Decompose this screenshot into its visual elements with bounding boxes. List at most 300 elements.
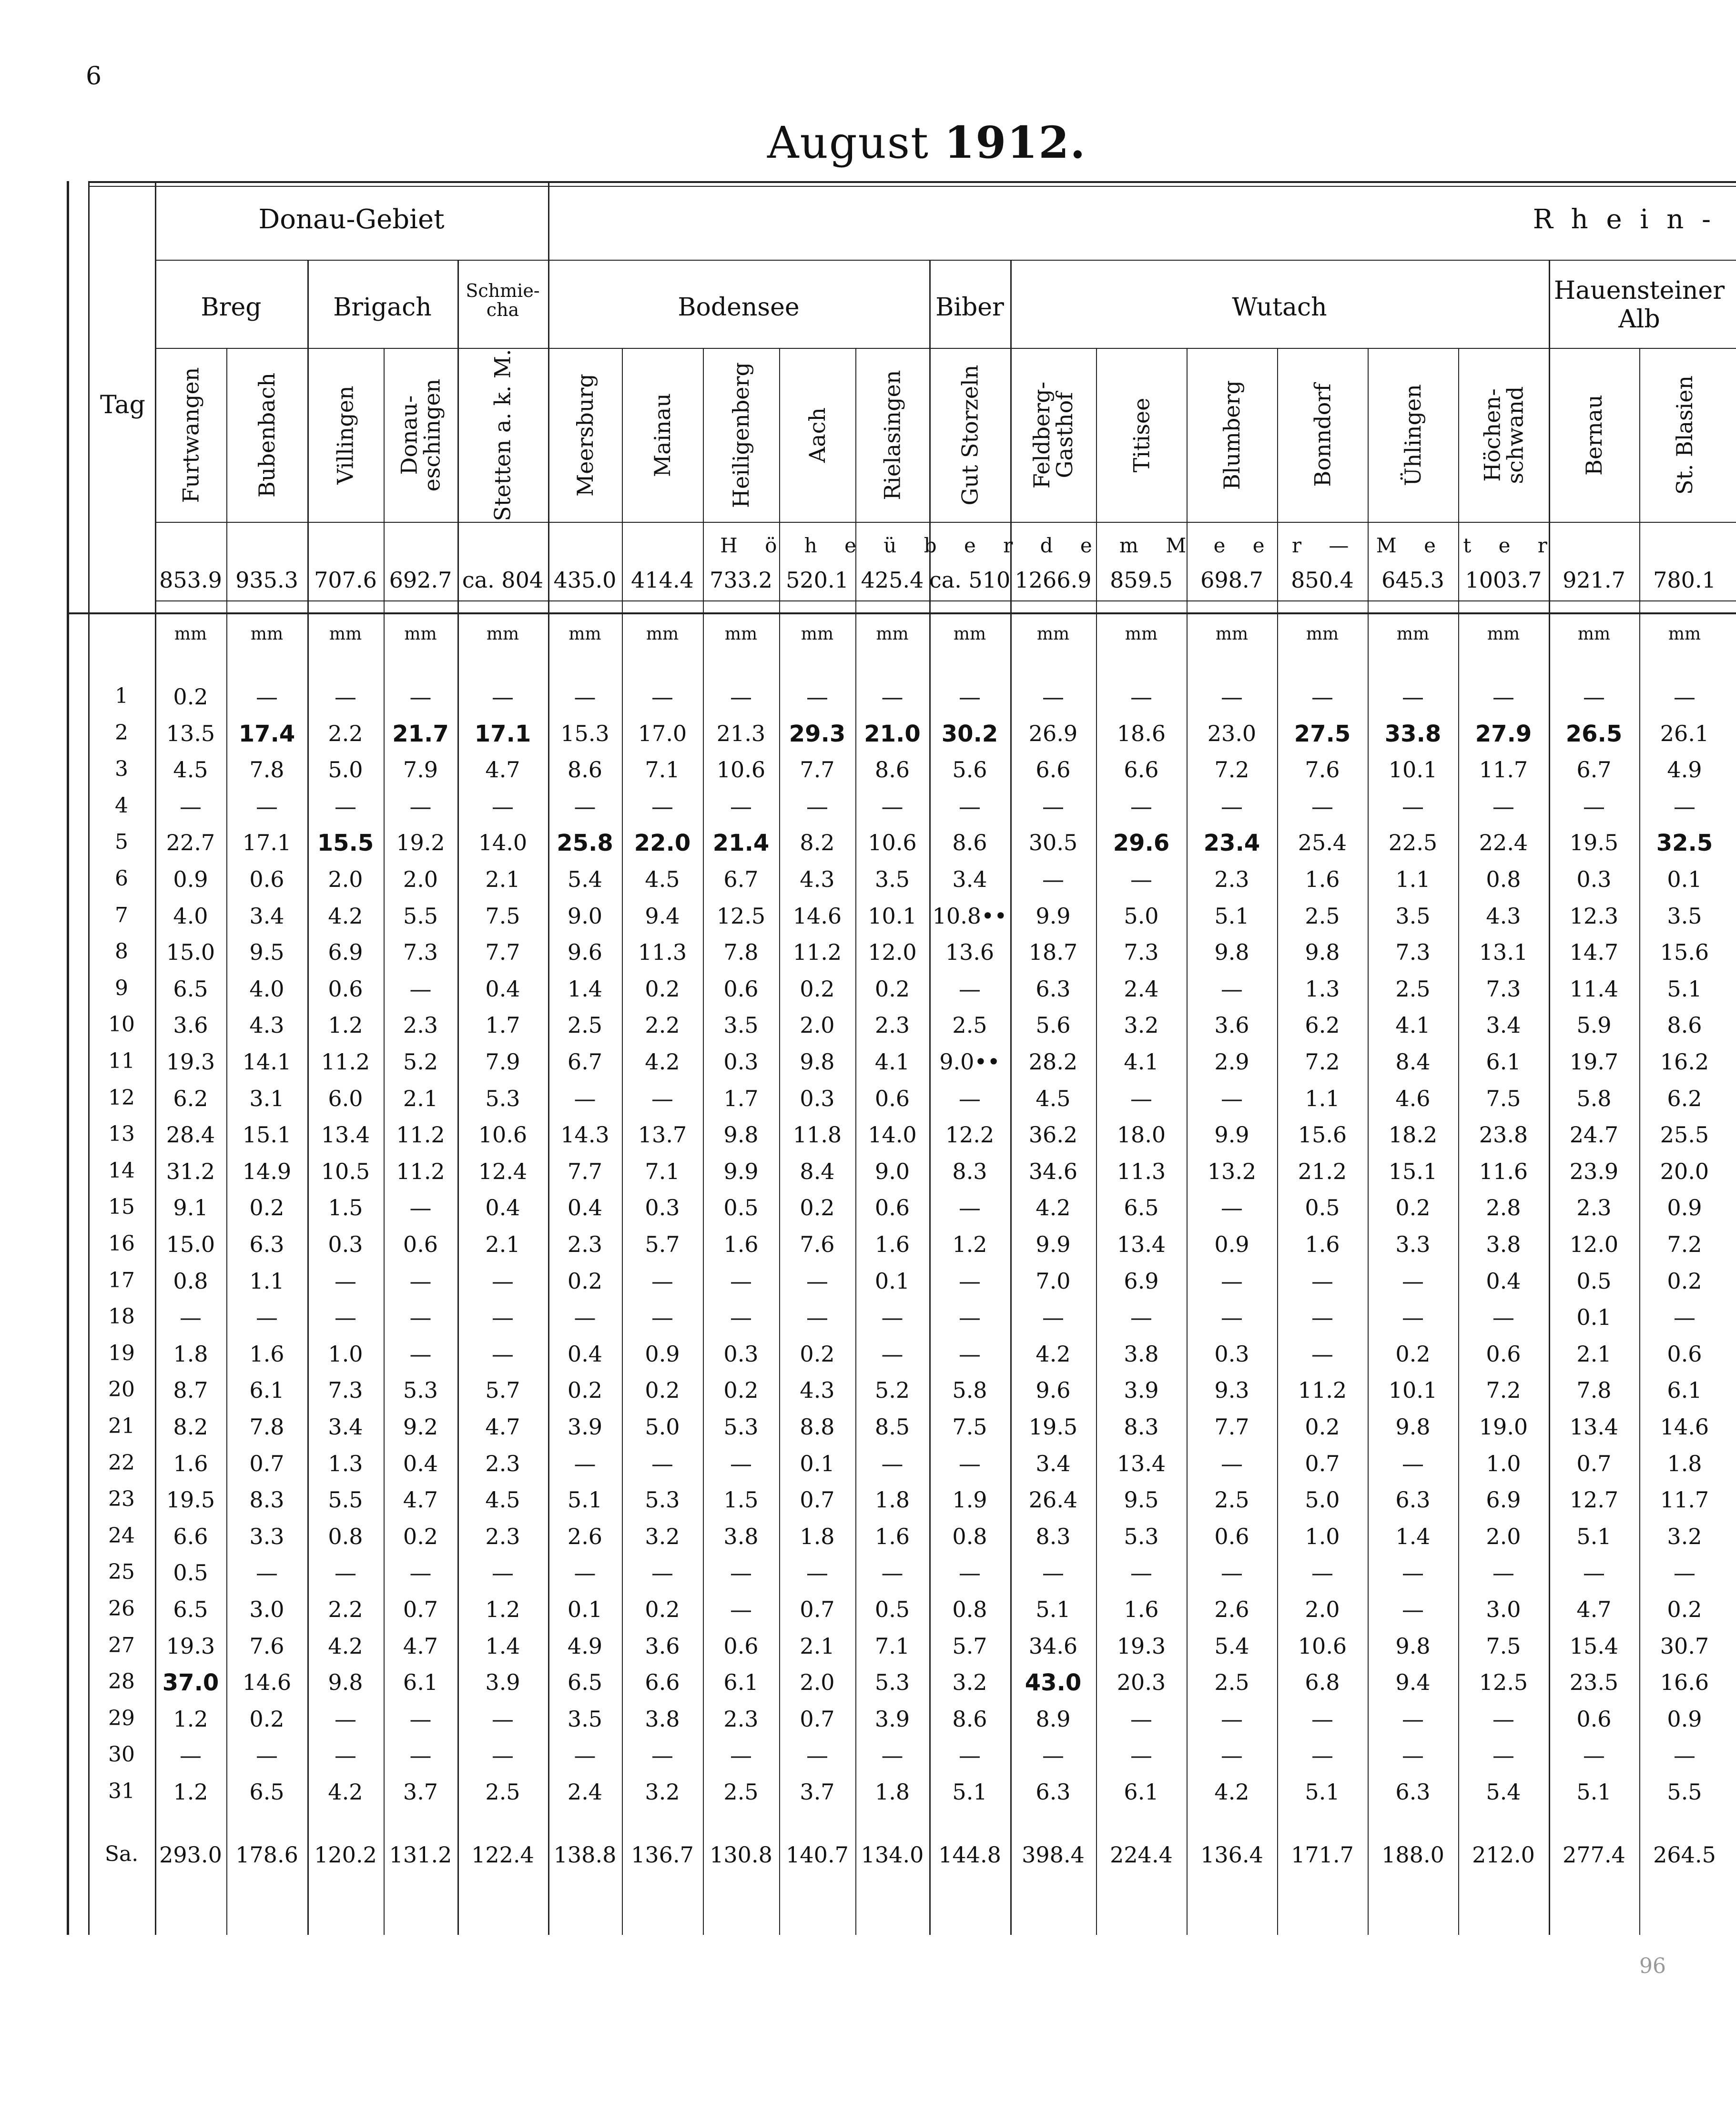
table-cell: 14.6: [242, 1669, 292, 1696]
unit-label: mm: [1577, 624, 1611, 644]
table-cell: 3.8: [1124, 1341, 1159, 1367]
table-cell: 10.8••: [932, 903, 1007, 929]
table-cell: 7.2: [1214, 757, 1249, 783]
table-cell: —: [335, 1706, 356, 1732]
station-header: [1368, 353, 1458, 517]
table-cell: 11.2: [1298, 1377, 1347, 1403]
table-cell: —: [651, 793, 673, 819]
table-cell: 14.0: [478, 830, 528, 856]
table-cell: 1.6: [723, 1231, 759, 1257]
table-cell: 0.5: [874, 1596, 910, 1622]
station-header: [384, 353, 457, 517]
station-header: [779, 353, 855, 517]
table-cell: 0.1: [800, 1450, 835, 1476]
table-cell: 6.2: [173, 1085, 208, 1111]
table-cell: 12.7: [1569, 1487, 1619, 1513]
table-cell: 0.2: [800, 1195, 835, 1221]
table-cell: 0.2: [645, 976, 680, 1002]
table-cell: 9.0: [874, 1158, 910, 1184]
table-cell: —: [806, 793, 828, 819]
day-number: 7: [115, 903, 128, 927]
table-cell: —: [1492, 1560, 1514, 1586]
table-cell: 3.5: [723, 1012, 759, 1038]
table-cell: 8.3: [249, 1487, 284, 1513]
day-number: 5: [115, 830, 128, 854]
table-cell: 1.9: [952, 1487, 987, 1513]
table-cell: 6.1: [1124, 1779, 1159, 1805]
table-cell: 23.0: [1207, 720, 1257, 746]
table-cell: 0.5: [1576, 1268, 1612, 1294]
sum-cell: 136.7: [631, 1842, 694, 1868]
table-cell: 15.1: [242, 1122, 292, 1148]
table-cell: —: [574, 684, 596, 710]
table-cell: —: [180, 1742, 202, 1769]
sum-cell: 293.0: [159, 1842, 222, 1868]
table-cell: 0.2: [1305, 1414, 1340, 1440]
table-cell: 1.6: [874, 1231, 910, 1257]
table-cell: 0.3: [1576, 866, 1612, 892]
table-cell: —: [1042, 684, 1064, 710]
table-cell: 6.5: [173, 1596, 208, 1622]
table-cell: 6.7: [723, 866, 759, 892]
table-cell: —: [959, 1560, 981, 1586]
table-cell: 0.1: [1667, 866, 1702, 892]
table-cell: 4.2: [1036, 1195, 1071, 1221]
table-cell: 2.3: [485, 1450, 520, 1476]
table-cell: 4.2: [1214, 1779, 1249, 1805]
station-name: Mainau: [650, 393, 676, 477]
day-number: 28: [108, 1669, 135, 1694]
table-cell: 5.6: [1036, 1012, 1071, 1038]
table-cell: 5.7: [485, 1377, 520, 1403]
table-cell: 0.1: [1576, 1304, 1612, 1331]
table-cell: 6.9: [1124, 1268, 1159, 1294]
station-header: [855, 353, 929, 517]
table-cell: 3.5: [874, 866, 910, 892]
table-cell: —: [1042, 1742, 1064, 1769]
table-cell: 2.5: [1305, 903, 1340, 929]
table-cell: 2.1: [485, 866, 520, 892]
group-rhein: R h e i n -: [1533, 204, 1716, 235]
table-cell: —: [1492, 1304, 1514, 1331]
table-cell: 7.9: [403, 757, 438, 783]
table-cell: —: [1402, 1304, 1424, 1331]
table-cell: —: [959, 793, 981, 819]
day-number: 4: [115, 793, 128, 818]
table-cell: —: [730, 1450, 752, 1476]
table-cell: 5.5: [403, 903, 438, 929]
table-cell: 5.1: [567, 1487, 603, 1513]
table-cell: 9.8: [328, 1669, 363, 1696]
table-cell: 5.9: [1576, 1012, 1612, 1038]
table-cell: 14.1: [242, 1049, 292, 1075]
table-cell: 5.1: [1214, 903, 1249, 929]
unit-label: mm: [953, 624, 986, 644]
table-cell: —: [492, 1304, 514, 1331]
table-cell: 1.8: [874, 1487, 910, 1513]
station-name: Ühlingen: [1400, 384, 1426, 486]
table-cell: 13.7: [638, 1122, 687, 1148]
table-cell: 4.5: [645, 866, 680, 892]
table-cell: 6.6: [1036, 757, 1071, 783]
table-cell: 5.3: [723, 1414, 759, 1440]
table-cell: —: [881, 1742, 904, 1769]
table-cell: 8.3: [1124, 1414, 1159, 1440]
station-elevation: 435.0: [553, 567, 617, 593]
day-number: 2: [115, 720, 128, 745]
table-cell: 14.9: [242, 1158, 292, 1184]
table-cell: 8.3: [1036, 1523, 1071, 1549]
table-cell: 0.4: [1486, 1268, 1521, 1294]
table-cell: 2.3: [1214, 866, 1249, 892]
table-cell: —: [335, 1268, 356, 1294]
table-cell: 10.1: [1388, 1377, 1438, 1403]
table-cell: 19.3: [166, 1633, 215, 1659]
table-cell: 18.0: [1117, 1122, 1166, 1148]
table-cell: —: [959, 1195, 981, 1221]
table-cell: 11.7: [1660, 1487, 1709, 1513]
table-cell: 0.1: [567, 1596, 603, 1622]
table-cell: 9.8: [1395, 1414, 1431, 1440]
table-cell: —: [1042, 1560, 1064, 1586]
table-cell: —: [806, 684, 828, 710]
station-elevation: 1266.9: [1015, 567, 1092, 593]
table-cell: 7.8: [723, 939, 759, 966]
table-cell: 11.3: [1117, 1158, 1166, 1184]
table-cell: —: [492, 684, 514, 710]
day-number: 24: [108, 1523, 135, 1548]
table-cell: 2.2: [328, 1596, 363, 1622]
table-cell: 3.9: [567, 1414, 603, 1440]
table-cell: 6.6: [1124, 757, 1159, 783]
table-cell: 3.4: [1486, 1012, 1521, 1038]
table-cell: 22.5: [1388, 830, 1438, 856]
table-cell: 6.5: [249, 1779, 284, 1805]
table-cell: —: [1311, 793, 1333, 819]
table-cell: 8.6: [567, 757, 603, 783]
table-cell: 1.8: [1667, 1450, 1702, 1476]
table-cell: 6.0: [328, 1085, 363, 1111]
body-top-border: [67, 612, 1736, 614]
table-cell: 4.3: [800, 866, 835, 892]
table-cell: 0.6: [249, 866, 284, 892]
table-cell: 0.3: [328, 1231, 363, 1257]
table-cell: 7.3: [328, 1377, 363, 1403]
table-cell: 1.6: [1305, 1231, 1340, 1257]
station-elevation: ca. 804: [462, 567, 544, 593]
table-cell: 11.2: [396, 1122, 445, 1148]
table-cell: 8.6: [1667, 1012, 1702, 1038]
table-cell: 0.6: [1667, 1341, 1702, 1367]
table-cell: 1.6: [249, 1341, 284, 1367]
unit-label: mm: [1396, 624, 1430, 644]
table-cell: 26.5: [1565, 720, 1623, 747]
table-cell: 4.7: [485, 757, 520, 783]
table-cell: 4.3: [249, 1012, 284, 1038]
table-cell: 14.0: [868, 1122, 917, 1148]
table-cell: 9.5: [1124, 1487, 1159, 1513]
table-cell: —: [1583, 684, 1605, 710]
table-cell: 28.4: [166, 1122, 215, 1148]
table-cell: 7.7: [800, 757, 835, 783]
table-cell: 2.1: [1576, 1341, 1612, 1367]
day-number: 6: [115, 866, 128, 891]
table-cell: —: [1311, 684, 1333, 710]
table-cell: 9.5: [249, 939, 284, 966]
table-cell: 8.9: [1036, 1706, 1071, 1732]
table-cell: 0.7: [800, 1487, 835, 1513]
day-number: 9: [115, 976, 128, 1000]
table-cell: 3.4: [1036, 1450, 1071, 1476]
table-cell: 2.8: [1486, 1195, 1521, 1221]
table-cell: 1.0: [328, 1341, 363, 1367]
table-cell: 7.5: [952, 1414, 987, 1440]
table-cell: 5.0: [1305, 1487, 1340, 1513]
table-cell: 0.2: [874, 976, 910, 1002]
table-cell: 5.3: [485, 1085, 520, 1111]
table-cell: 1.4: [485, 1633, 520, 1659]
table-cell: 9.1: [173, 1195, 208, 1221]
table-cell: —: [959, 976, 981, 1002]
table-cell: 6.3: [1395, 1779, 1431, 1805]
table-cell: 4.2: [645, 1049, 680, 1075]
table-cell: —: [1221, 684, 1243, 710]
table-cell: 20.3: [1117, 1669, 1166, 1696]
station-elevation: 921.7: [1563, 567, 1625, 593]
table-cell: —: [409, 976, 432, 1002]
table-cell: 17.4: [238, 720, 295, 747]
table-cell: 9.8: [1214, 939, 1249, 966]
tag-header: Tag: [100, 391, 145, 419]
table-cell: 9.8: [723, 1122, 759, 1148]
table-cell: 1.8: [173, 1341, 208, 1367]
table-cell: 7.3: [1395, 939, 1431, 966]
table-cell: 0.6: [874, 1195, 910, 1221]
table-cell: 1.4: [567, 976, 603, 1002]
table-cell: 4.2: [328, 903, 363, 929]
station-name: Heiligenberg: [728, 362, 754, 508]
sum-cell: 140.7: [786, 1842, 849, 1868]
table-cell: 7.2: [1667, 1231, 1702, 1257]
table-cell: —: [881, 684, 904, 710]
table-cell: —: [806, 1304, 828, 1331]
station-header: [703, 353, 779, 517]
table-cell: 27.5: [1294, 720, 1351, 747]
table-cell: 22.0: [634, 830, 691, 857]
table-cell: —: [1221, 793, 1243, 819]
table-cell: 1.3: [1305, 976, 1340, 1002]
table-cell: 2.3: [485, 1523, 520, 1549]
table-cell: 8.3: [952, 1158, 987, 1184]
table-cell: 10.1: [868, 903, 917, 929]
unit-label: mm: [646, 624, 679, 644]
table-cell: 15.1: [1388, 1158, 1438, 1184]
table-cell: 9.9: [1036, 1231, 1071, 1257]
table-cell: 9.4: [1395, 1669, 1431, 1696]
unit-label: mm: [1125, 624, 1158, 644]
table-cell: 4.7: [1576, 1596, 1612, 1622]
table-cell: 6.7: [567, 1049, 603, 1075]
table-cell: 0.2: [1667, 1596, 1702, 1622]
table-cell: 1.6: [1124, 1596, 1159, 1622]
table-cell: 6.3: [1036, 976, 1071, 1002]
table-cell: 28.2: [1028, 1049, 1078, 1075]
table-cell: —: [730, 1742, 752, 1769]
table-cell: 8.4: [800, 1158, 835, 1184]
table-cell: 5.0: [328, 757, 363, 783]
table-cell: 23.4: [1203, 830, 1260, 857]
table-cell: —: [574, 1560, 596, 1586]
table-cell: 6.8: [1305, 1669, 1340, 1696]
station-elevation: 645.3: [1381, 567, 1444, 593]
table-cell: 15.0: [166, 1231, 215, 1257]
table-cell: 25.4: [1298, 830, 1347, 856]
sum-cell: 178.6: [235, 1842, 298, 1868]
table-cell: —: [1130, 1304, 1152, 1331]
table-cell: 11.3: [638, 939, 687, 966]
table-cell: —: [256, 793, 278, 819]
unit-label: mm: [486, 624, 519, 644]
table-cell: 2.4: [1124, 976, 1159, 1002]
table-cell: —: [1492, 793, 1514, 819]
sum-cell: 212.0: [1472, 1842, 1535, 1868]
table-cell: 0.5: [173, 1560, 208, 1586]
unit-label: mm: [250, 624, 284, 644]
table-cell: 9.2: [403, 1414, 438, 1440]
table-cell: 5.6: [952, 757, 987, 783]
table-cell: 7.1: [645, 1158, 680, 1184]
table-cell: 4.5: [485, 1487, 520, 1513]
sum-label: Sa.: [104, 1842, 139, 1866]
table-cell: 1.6: [1305, 866, 1340, 892]
table-cell: —: [1130, 1742, 1152, 1769]
table-cell: 0.2: [1395, 1341, 1431, 1367]
day-number: 12: [108, 1085, 135, 1110]
table-cell: 4.2: [328, 1779, 363, 1805]
table-cell: 17.0: [638, 720, 687, 746]
table-cell: 19.5: [1028, 1414, 1078, 1440]
table-cell: 16.6: [1660, 1669, 1709, 1696]
table-cell: 0.3: [723, 1341, 759, 1367]
table-cell: 6.2: [1305, 1012, 1340, 1038]
margin-note: 96: [1639, 1954, 1666, 1978]
table-cell: 2.0: [800, 1012, 835, 1038]
station-elevation: 780.1: [1653, 567, 1716, 593]
sum-cell: 136.4: [1200, 1842, 1263, 1868]
table-cell: 0.9: [645, 1341, 680, 1367]
table-cell: —: [651, 1268, 673, 1294]
table-cell: 4.3: [1486, 903, 1521, 929]
table-cell: —: [959, 1304, 981, 1331]
table-cell: 0.2: [567, 1377, 603, 1403]
table-cell: 0.6: [1486, 1341, 1521, 1367]
table-cell: 0.2: [645, 1377, 680, 1403]
station-name: Feldberg- Gasthof: [1029, 381, 1077, 488]
table-cell: —: [335, 1560, 356, 1586]
table-cell: —: [881, 1560, 904, 1586]
table-cell: 22.4: [1479, 830, 1528, 856]
table-cell: —: [335, 793, 356, 819]
table-cell: 4.0: [173, 903, 208, 929]
table-cell: 3.6: [1214, 1012, 1249, 1038]
table-cell: 0.1: [874, 1268, 910, 1294]
table-cell: 5.1: [1667, 976, 1702, 1002]
table-cell: 14.3: [560, 1122, 609, 1148]
table-cell: 9.8: [1305, 939, 1340, 966]
table-cell: 3.4: [328, 1414, 363, 1440]
table-cell: 5.7: [645, 1231, 680, 1257]
table-cell: —: [492, 1706, 514, 1732]
page-title: [767, 117, 1086, 168]
station-name: Stetten a. k. M.: [490, 348, 516, 521]
station-elevation: 935.3: [235, 567, 298, 593]
table-cell: 34.6: [1028, 1158, 1078, 1184]
table-cell: 5.1: [1036, 1596, 1071, 1622]
left-border-inner: [88, 181, 90, 1935]
table-cell: 2.4: [567, 1779, 603, 1805]
table-cell: 0.2: [249, 1706, 284, 1732]
day-number: 10: [108, 1012, 135, 1037]
table-cell: —: [959, 684, 981, 710]
table-cell: —: [1311, 1304, 1333, 1331]
table-cell: —: [335, 684, 356, 710]
table-cell: 6.1: [723, 1669, 759, 1696]
table-cell: 0.7: [1576, 1450, 1612, 1476]
table-cell: 25.5: [1660, 1122, 1709, 1148]
table-cell: 19.0: [1479, 1414, 1528, 1440]
unit-label: mm: [174, 624, 207, 644]
table-cell: 1.8: [800, 1523, 835, 1549]
table-cell: 0.7: [403, 1596, 438, 1622]
table-cell: 5.3: [403, 1377, 438, 1403]
table-cell: 18.2: [1388, 1122, 1438, 1148]
table-cell: 0.6: [723, 1633, 759, 1659]
table-cell: 5.7: [952, 1633, 987, 1659]
table-cell: 6.1: [1486, 1049, 1521, 1075]
table-cell: —: [1402, 1450, 1424, 1476]
table-cell: 19.5: [1569, 830, 1619, 856]
table-cell: 0.2: [645, 1596, 680, 1622]
table-cell: 9.6: [567, 939, 603, 966]
table-cell: 2.0: [328, 866, 363, 892]
table-cell: 5.2: [403, 1049, 438, 1075]
table-cell: 12.3: [1569, 903, 1619, 929]
table-cell: 4.6: [1395, 1085, 1431, 1111]
table-cell: 3.7: [403, 1779, 438, 1805]
table-cell: —: [492, 1560, 514, 1586]
table-cell: 23.9: [1569, 1158, 1619, 1184]
station-header: [1549, 353, 1639, 517]
table-cell: 2.0: [1486, 1523, 1521, 1549]
table-cell: 0.4: [485, 1195, 520, 1221]
table-cell: 3.2: [1667, 1523, 1702, 1549]
table-cell: 3.9: [485, 1669, 520, 1696]
table-cell: 1.4: [1395, 1523, 1431, 1549]
table-cell: 0.9: [173, 866, 208, 892]
table-cell: 6.5: [1124, 1195, 1159, 1221]
table-cell: 6.3: [1036, 1779, 1071, 1805]
table-cell: 0.7: [1305, 1450, 1340, 1476]
unit-label: mm: [569, 624, 601, 644]
table-cell: —: [881, 1304, 904, 1331]
table-cell: 4.1: [1395, 1012, 1431, 1038]
table-cell: 30.7: [1660, 1633, 1709, 1659]
table-cell: 13.4: [1117, 1231, 1166, 1257]
station-name: Bubenbach: [254, 372, 280, 498]
table-cell: —: [180, 793, 202, 819]
table-cell: 21.4: [712, 830, 770, 857]
table-cell: —: [651, 1560, 673, 1586]
